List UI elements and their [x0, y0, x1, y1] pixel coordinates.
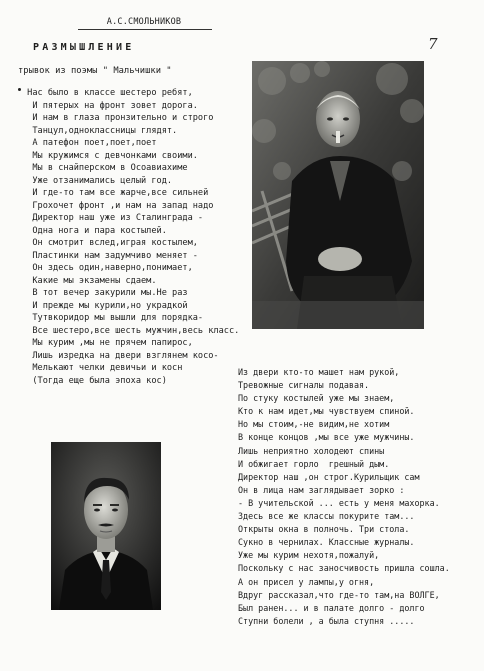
poem-line: (Тогда еще была эпоха кос): [22, 375, 167, 386]
poem-line: - В учительской ... есть у меня махорка.: [238, 497, 440, 508]
poem-line: Открыты окна в полночь. Три стола.: [238, 524, 410, 535]
page-number: 7: [428, 35, 438, 53]
poem-line: Директор наш уже из Сталинграда -: [22, 213, 204, 223]
poem-line: Сукно в чернилах. Классные журналы.: [238, 537, 415, 548]
poem-line: И прежде мы курили,но украдкой: [22, 300, 188, 311]
poem-line: Ступни болели , а была ступня .....: [238, 615, 415, 626]
poem-line: Лишь неприятно холодеют спины: [238, 445, 385, 456]
poem-line: Директор наш ,он строг.Курильщик сам: [238, 471, 420, 482]
poem-line: Мы кружимся с девчонками своими.: [22, 150, 198, 161]
poem-line: Одна нога и пара костылей.: [22, 225, 167, 236]
poem-line: Уже отзанимались целый год.: [22, 175, 173, 186]
poem-line: Мы в снайперском в Осоавиахиме: [22, 163, 188, 173]
ink-dot: [18, 88, 21, 91]
poem-line: И пятерых на фронт зовет дорога.: [22, 100, 198, 111]
poem-line: Пластинки нам задумчиво меняет -: [22, 250, 198, 261]
poem-line: А он присел у лампы,у огня,: [238, 576, 375, 587]
poem-line: Какие мы экзамены сдаем.: [22, 275, 157, 286]
photo-elderly-man-image: [252, 61, 424, 329]
poem-line: Лишь изредка на двери взглянем косо-: [22, 350, 219, 361]
poem-line: Но мы стоим,-не видим,не хотим: [238, 419, 390, 430]
poem-line: Тревожные сигналы подавая.: [238, 380, 370, 391]
photo-elderly-man: [252, 61, 424, 329]
poem-line: Он здесь один,наверно,понимает,: [22, 263, 193, 273]
author-name: А.С.СМОЛЬНИКОВ: [106, 17, 182, 27]
poem-line: Был ранен... и в палате долго - долго: [238, 602, 425, 613]
poem-line: Он в лица нам заглядывает зорко :: [238, 484, 405, 495]
photo-young-man: [51, 442, 161, 610]
photo-young-man-image: [51, 442, 161, 610]
poem-line: По стуку костылей уже мы знаем,: [238, 393, 395, 404]
poem-line: Вдруг рассказал,что где-то там,на ВОЛГЕ,: [238, 589, 440, 600]
author-underline: [78, 29, 212, 30]
poem-line: Мы курим ,мы не прячем папирос,: [22, 338, 193, 348]
poem-title: РАЗМЫШЛЕНИЕ: [33, 42, 135, 53]
poem-line: Из двери кто-то машет нам рукой,: [238, 367, 400, 377]
poem-line: Грохочет фронт ,и нам на запад надо: [22, 200, 214, 211]
poem-line: А патефон поет,поет,поет: [22, 138, 157, 148]
poem-line: Все шестеро,все шесть мужчин,весь класс.: [22, 325, 240, 336]
poem-line: В конце концов ,мы все уже мужчины.: [238, 432, 415, 443]
poem-line: Здесь все же классы покурите там...: [238, 511, 415, 522]
poem-line: Поскольку с нас заносчивость пришла сошла.: [238, 563, 450, 574]
poem-line: И нам в глаза пронзительно и строго: [22, 113, 214, 123]
poem-line: Мелькают челки девичьи и косн: [22, 363, 183, 373]
poem-column-right: [238, 366, 480, 628]
poem-line: Танцул,одноклассницы глядят.: [22, 125, 178, 136]
poem-line: В тот вечер закурили мы.Не раз: [22, 288, 188, 298]
poem-subtitle: трывок из поэмы " Мальчишки ": [18, 66, 172, 76]
poem-line: Кто к нам идет,мы чувствуем спиной.: [238, 406, 415, 417]
poem-line: Тутвкоридор мы вышли для порядка-: [22, 313, 204, 323]
poem-line: И где-то там все жарче,все сильней: [22, 188, 209, 198]
poem-line: Нас было в классе шестеро ребят,: [22, 88, 193, 98]
poem-column-left: [22, 87, 252, 387]
poem-line: Он смотрит вслед,играя костылем,: [22, 238, 198, 248]
poem-line: Уже мы курим нехотя,пожалуй,: [238, 550, 380, 561]
poem-line: И обжигает горло грешный дым.: [238, 458, 390, 469]
